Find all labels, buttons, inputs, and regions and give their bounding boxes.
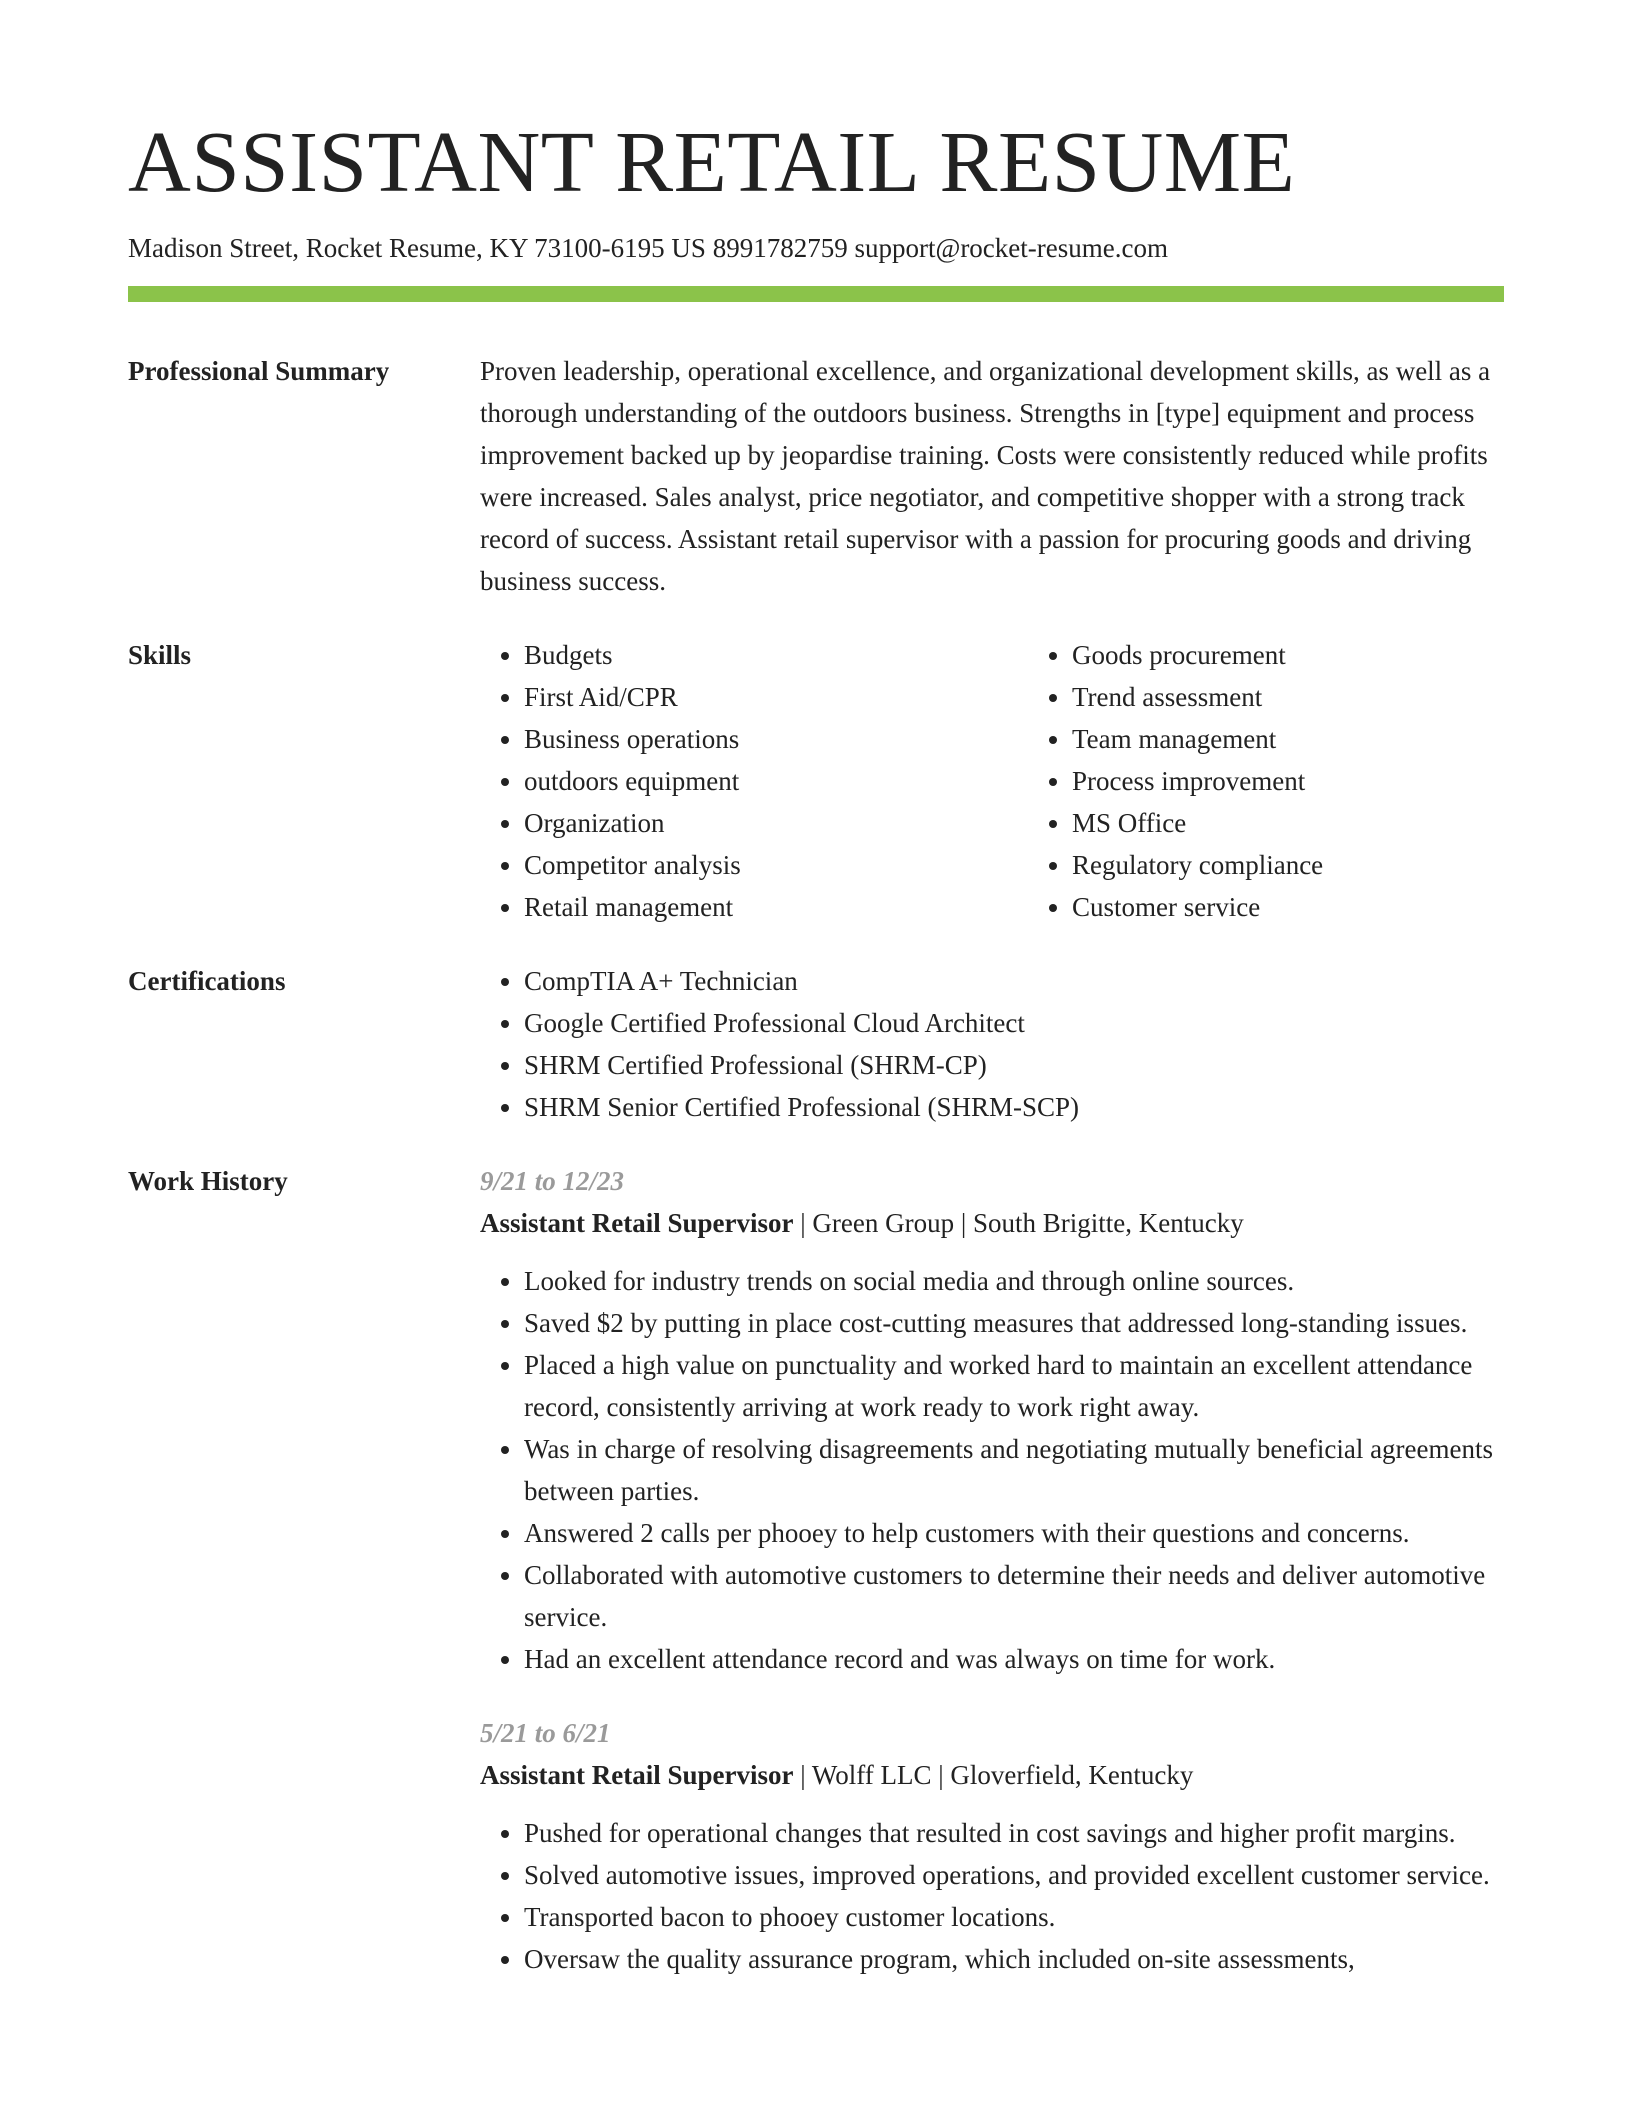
section-label: Work History <box>128 1166 288 1196</box>
job-details: | Wolff LLC | Gloverfield, Kentucky <box>793 1760 1194 1790</box>
section-label: Professional Summary <box>128 356 390 386</box>
section-body <box>480 1160 1504 1980</box>
section-label: Certifications <box>128 966 286 996</box>
job-heading <box>480 1202 1504 1244</box>
section-skills <box>128 634 1504 928</box>
skill-item: • Budgets <box>524 634 1028 676</box>
skill-item: • First Aid/CPR <box>524 676 1028 718</box>
skill-item: • outdoors equipment <box>524 760 1028 802</box>
job-details: | Green Group | South Brigitte, Kentucky <box>793 1208 1244 1238</box>
skill-item: • Goods procurement <box>1072 634 1576 676</box>
resume-title: ASSISTANT RETAIL RESUME <box>128 113 1296 210</box>
job-heading <box>480 1754 1504 1796</box>
summary-text: Proven leadership, operational excellence, and organizational development skills, as well as a thorough understanding of the outdoors business. Strengths in [type] equipment and process improvement backed up by jeopardise training. Costs were consistently reduced while profits were increased. Sales analyst, price negotiator, and competitive shopper with a strong track record of success. Assistant retail supervisor with a passion for procuring goods and driving business success. <box>480 356 1491 596</box>
skill-item: • Customer service <box>1072 886 1576 928</box>
job-bullet: • Answered 2 calls per phooey to help customers with their questions and concerns. <box>524 1512 1504 1554</box>
job-title: Assistant Retail Supervisor <box>480 1208 794 1238</box>
section-professional-summary <box>128 350 1504 602</box>
skill-item: • Team management <box>1072 718 1576 760</box>
skills-columns <box>480 634 1576 928</box>
job-title: Assistant Retail Supervisor <box>480 1760 794 1790</box>
job-bullet: • Was in charge of resolving disagreements and negotiating mutually beneficial agreements between parties. <box>524 1428 1504 1512</box>
job-bullets <box>480 1260 1504 1680</box>
contact-phone: 8991782759 <box>712 233 848 263</box>
job-bullet: • Looked for industry trends on social media and through online sources. <box>524 1260 1504 1302</box>
contact-address: Madison Street, Rocket Resume, KY 73100-6195 US <box>128 233 706 263</box>
section-body <box>480 960 1504 1128</box>
certification-item: • Google Certified Professional Cloud Architect <box>524 1002 1504 1044</box>
job-bullets <box>480 1812 1504 1980</box>
job-bullet: • Saved $2 by putting in place cost-cutting measures that addressed long-standing issues. <box>524 1302 1504 1344</box>
skills-list-left <box>480 634 1028 928</box>
certification-item: • SHRM Senior Certified Professional (SHRM-SCP) <box>524 1086 1504 1128</box>
job-bullet: • Oversaw the quality assurance program, which included on-site assessments, <box>524 1938 1504 1980</box>
contact-line <box>128 232 1168 264</box>
skill-item: • Competitor analysis <box>524 844 1028 886</box>
skill-item: • Trend assessment <box>1072 676 1576 718</box>
certification-item: • SHRM Certified Professional (SHRM-CP) <box>524 1044 1504 1086</box>
skill-item: • MS Office <box>1072 802 1576 844</box>
certification-item: • CompTIA A+ Technician <box>524 960 1504 1002</box>
skill-item: • Retail management <box>524 886 1028 928</box>
job-bullet: • Placed a high value on punctuality and worked hard to maintain an excellent attendance record, consistently arriving at work ready to work right away. <box>524 1344 1504 1428</box>
certifications-list <box>480 960 1504 1128</box>
job-dates: 9/21 to 12/23 <box>480 1166 625 1196</box>
section-body <box>480 634 1576 928</box>
job-bullet: • Had an excellent attendance record and was always on time for work. <box>524 1638 1504 1680</box>
job-bullet: • Transported bacon to phooey customer locations. <box>524 1896 1504 1938</box>
job-bullet: • Pushed for operational changes that resulted in cost savings and higher profit margins. <box>524 1812 1504 1854</box>
resume-content <box>128 350 1504 2012</box>
job-bullet: • Collaborated with automotive customers to determine their needs and deliver automotive service. <box>524 1554 1504 1638</box>
skill-item: • Organization <box>524 802 1028 844</box>
section-certifications <box>128 960 1504 1128</box>
section-work-history <box>128 1160 1504 1980</box>
skill-item: • Regulatory compliance <box>1072 844 1576 886</box>
section-label: Skills <box>128 640 192 670</box>
section-body <box>480 350 1504 602</box>
job-entry <box>480 1160 1504 1680</box>
skills-list-right <box>1028 634 1576 928</box>
job-entry <box>480 1712 1504 1980</box>
contact-email: support@rocket-resume.com <box>854 233 1168 263</box>
job-dates: 5/21 to 6/21 <box>480 1718 611 1748</box>
skill-item: • Process improvement <box>1072 760 1576 802</box>
job-bullet: • Solved automotive issues, improved operations, and provided excellent customer service. <box>524 1854 1504 1896</box>
skill-item: • Business operations <box>524 718 1028 760</box>
header-divider-bar <box>128 286 1504 302</box>
